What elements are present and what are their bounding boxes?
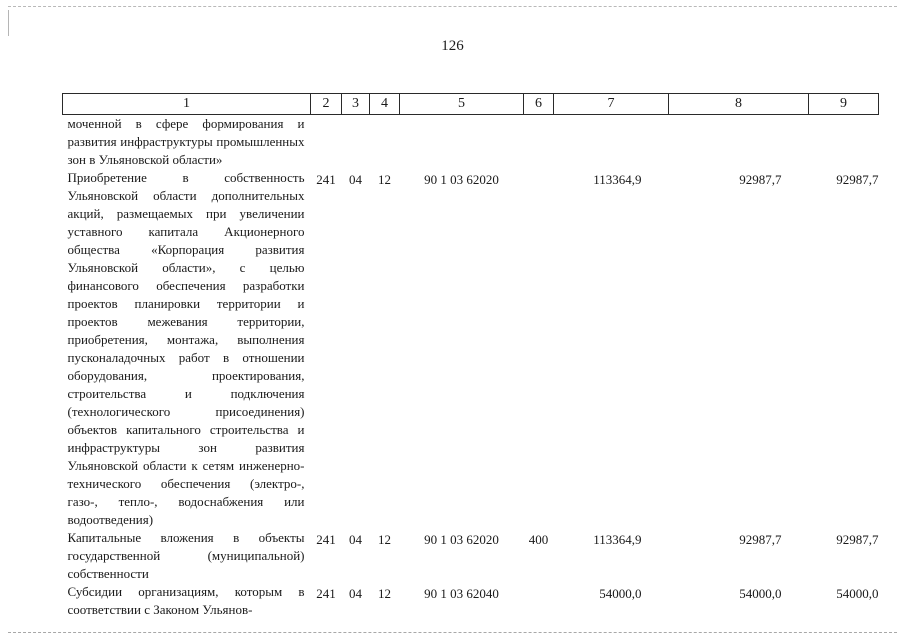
cell-section xyxy=(342,115,370,170)
cell-admin-code: 241 xyxy=(316,172,336,187)
cell-target-article: 90 1 03 62020 xyxy=(424,532,499,547)
page-number: 126 xyxy=(441,38,464,54)
column-header-2: 2 xyxy=(311,94,342,115)
column-header-4: 4 xyxy=(370,94,400,115)
cell-section: 04 xyxy=(349,172,362,187)
cell-amount-col8: 92987,7 xyxy=(739,532,782,547)
cell-amount-col9: 92987,7 xyxy=(836,532,879,547)
cell-amount-col9 xyxy=(809,115,879,170)
cell-subsection xyxy=(370,115,400,170)
cell-target-article: 90 1 03 62040 xyxy=(424,586,499,601)
budget-table xyxy=(62,93,879,619)
row-description: Субсидии организациям, которым в соответствии с Законом Ульянов- xyxy=(67,584,305,617)
scan-edge-bottom xyxy=(8,632,897,633)
cell-amount-col9: 54000,0 xyxy=(836,586,879,601)
cell-amount-col7: 113364,9 xyxy=(593,532,642,547)
cell-amount-col8: 54000,0 xyxy=(739,586,782,601)
cell-section: 04 xyxy=(349,532,362,547)
row-description: моченной в сфере формирования и развития инфраструктуры промышленных зон в Ульяновской области» xyxy=(67,116,305,167)
cell-section: 04 xyxy=(349,586,362,601)
cell-expense-type xyxy=(524,115,554,170)
column-header-8: 8 xyxy=(669,94,809,115)
table-row xyxy=(63,529,879,583)
cell-subsection: 12 xyxy=(378,532,391,547)
cell-target-article: 90 1 03 62020 xyxy=(424,172,499,187)
column-header-5: 5 xyxy=(400,94,524,115)
cell-amount-col8: 92987,7 xyxy=(739,172,782,187)
row-description: Капитальные вложения в объекты государственной (муниципальной) собственности xyxy=(67,530,305,581)
cell-expense-type: 400 xyxy=(528,532,549,547)
cell-amount-col8 xyxy=(669,115,809,170)
cell-expense-type xyxy=(524,169,554,529)
cell-admin-code: 241 xyxy=(316,586,336,601)
cell-target-article xyxy=(400,115,524,170)
table-row xyxy=(63,583,879,619)
table-body xyxy=(63,115,879,620)
column-header-7: 7 xyxy=(554,94,669,115)
cell-amount-col7: 113364,9 xyxy=(593,172,642,187)
cell-admin-code xyxy=(311,115,342,170)
cell-amount-col7: 54000,0 xyxy=(599,586,642,601)
scan-edge-top xyxy=(8,6,897,7)
column-header-9: 9 xyxy=(809,94,879,115)
table-row xyxy=(63,115,879,170)
column-header-6: 6 xyxy=(524,94,554,115)
column-header-3: 3 xyxy=(342,94,370,115)
table-row xyxy=(63,169,879,529)
cell-amount-col9: 92987,7 xyxy=(836,172,879,187)
cell-expense-type xyxy=(524,583,554,619)
cell-subsection: 12 xyxy=(378,172,391,187)
cell-amount-col7 xyxy=(554,115,669,170)
cell-subsection: 12 xyxy=(378,586,391,601)
row-description: Приобретение в собственность Ульяновской области дополнительных акций, размещаемых при увеличении уставного капитала Акционерного общества «Корпорация развития Ульяновской области», с целью финансового обеспечения разработки проектов планировки территории и проектов межевания территории, приобретения, монтажа, выполнения пусконаладочных работ в отношении оборудования, проектирования, строительства и подключения (технологического присоединения) объектов капитального строительства и инфраструктуры зон развития Ульяновской области к сетям инженерно-технического обеспечения (электро-, газо-, тепло-, водоснабжения или водоотведения) xyxy=(67,170,305,527)
column-header-1: 1 xyxy=(63,94,311,115)
table-header xyxy=(63,94,879,115)
scan-edge-left xyxy=(8,10,9,36)
cell-admin-code: 241 xyxy=(316,532,336,547)
